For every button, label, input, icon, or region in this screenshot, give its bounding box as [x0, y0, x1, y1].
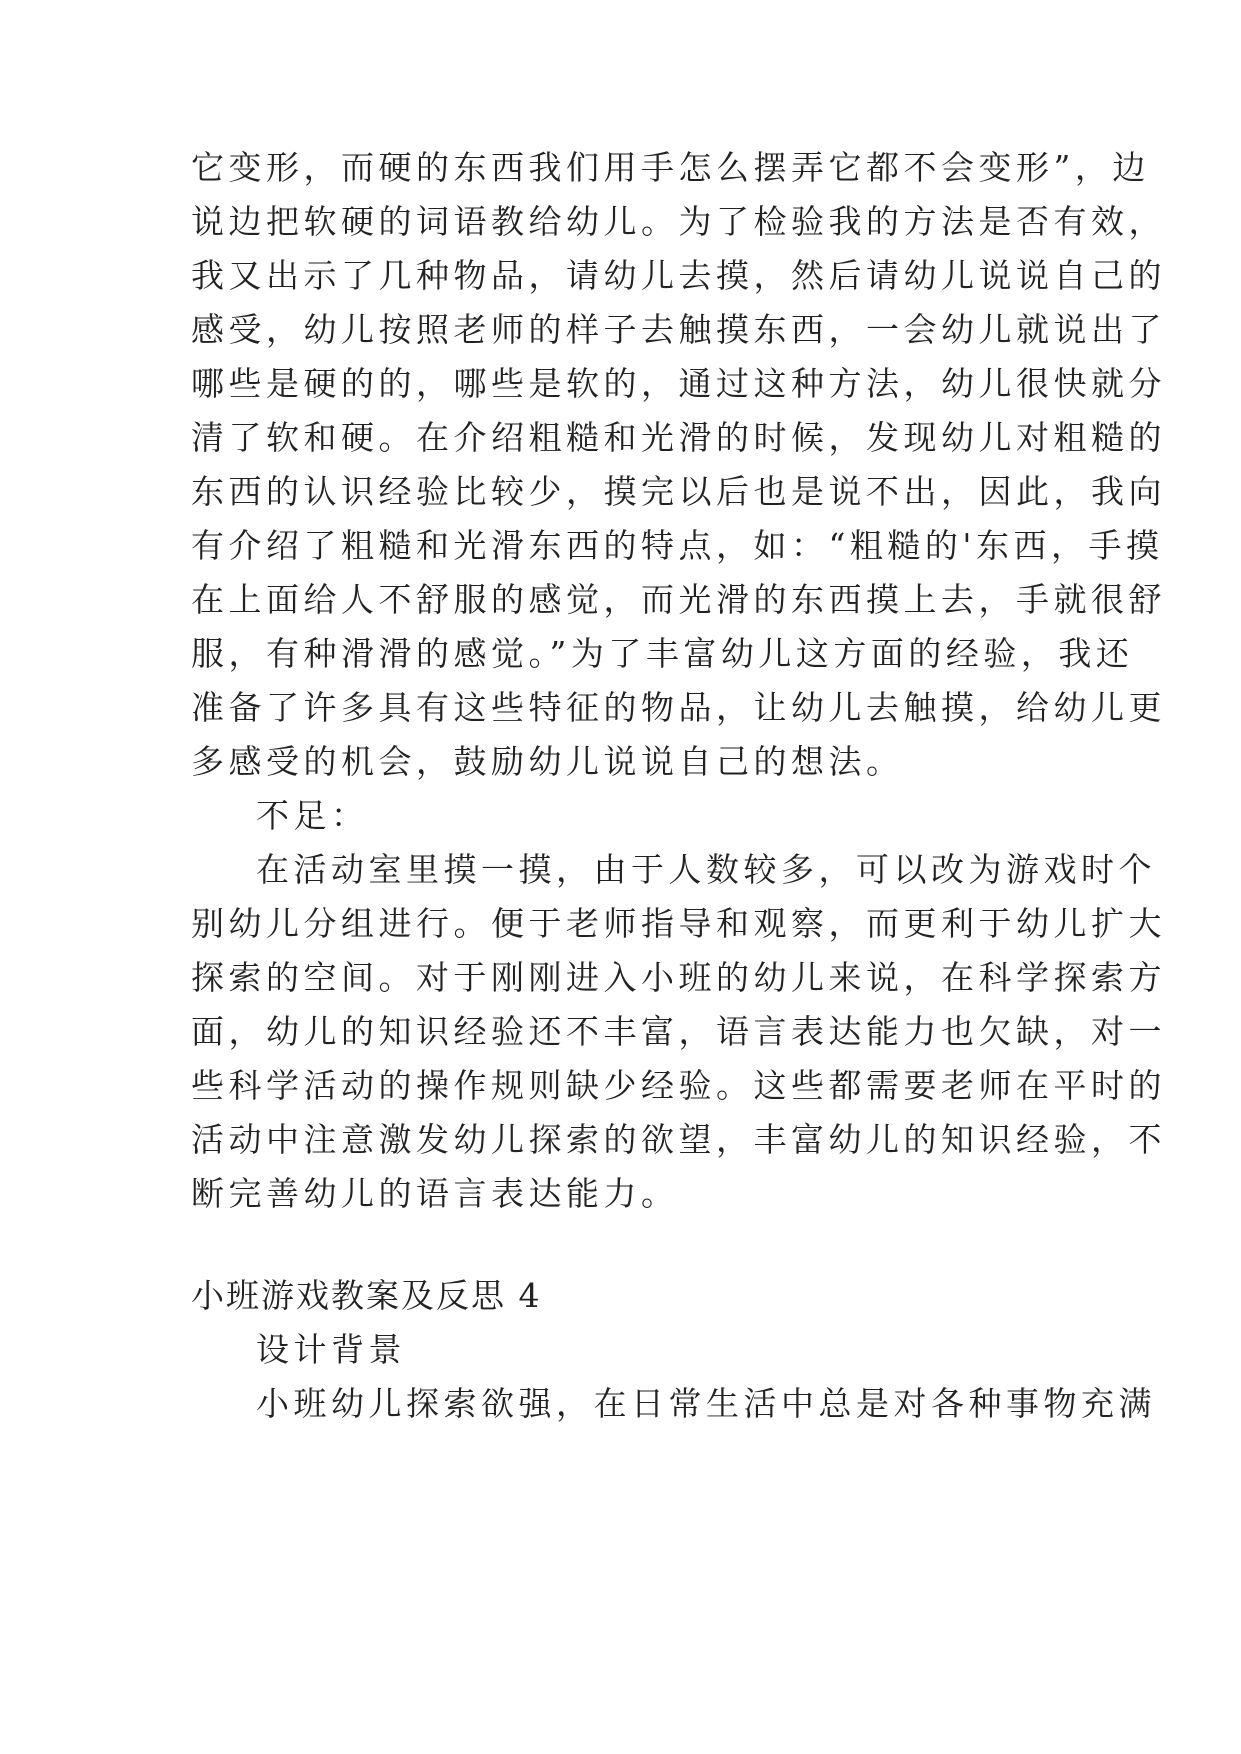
- text-line: 有介绍了粗糙和光滑东西的特点，如：“粗糙的'东西，手摸: [191, 526, 1164, 565]
- text-line: 小班幼儿探索欲强，在日常生活中总是对各种事物充满: [256, 1384, 1156, 1423]
- text-line: 准备了许多具有这些特征的物品，让幼儿去触摸，给幼儿更: [191, 688, 1166, 727]
- shortcoming-label: 不足：: [256, 796, 369, 835]
- text-line: 活动中注意激发幼儿探索的欲望，丰富幼儿的知识经验，不: [191, 1120, 1166, 1159]
- text-line: 我又出示了几种物品，请幼儿去摸，然后请幼儿说说自己的: [191, 256, 1166, 295]
- text-line: 探索的空间。对于刚刚进入小班的幼儿来说，在科学探索方: [191, 958, 1166, 997]
- text-line: 哪些是硬的的，哪些是软的，通过这种方法，幼儿很快就分: [191, 364, 1166, 403]
- text-line: 感受，幼儿按照老师的样子去触摸东西，一会幼儿就说出了: [191, 310, 1166, 349]
- text-line: 它变形，而硬的东西我们用手怎么摆弄它都不会变形”，边: [191, 148, 1150, 187]
- text-line: 说边把软硬的词语教给幼儿。为了检验我的方法是否有效，: [191, 202, 1166, 241]
- text-line: 在上面给人不舒服的感觉，而光滑的东西摸上去，手就很舒: [191, 580, 1166, 619]
- text-line: 清了软和硬。在介绍粗糙和光滑的时候，发现幼儿对粗糙的: [191, 418, 1166, 457]
- section-title: 小班游戏教案及反思 4: [191, 1276, 542, 1315]
- text-line: 服，有种滑滑的感觉。”为了丰富幼儿这方面的经验，我还: [191, 634, 1134, 673]
- text-line: 别幼儿分组进行。便于老师指导和观察，而更利于幼儿扩大: [191, 904, 1166, 943]
- text-line: 多感受的机会，鼓励幼儿说说自己的想法。: [191, 742, 904, 781]
- text-line: 断完善幼儿的语言表达能力。: [191, 1174, 679, 1213]
- text-line: 在活动室里摸一摸，由于人数较多，可以改为游戏时个: [256, 850, 1156, 889]
- subsection-title: 设计背景: [256, 1330, 406, 1369]
- text-line: 面，幼儿的知识经验还不丰富，语言表达能力也欠缺，对一: [191, 1012, 1166, 1051]
- text-line: 东西的认识经验比较少，摸完以后也是说不出，因此，我向: [191, 472, 1166, 511]
- text-line: 些科学活动的操作规则缺少经验。这些都需要老师在平时的: [191, 1066, 1166, 1105]
